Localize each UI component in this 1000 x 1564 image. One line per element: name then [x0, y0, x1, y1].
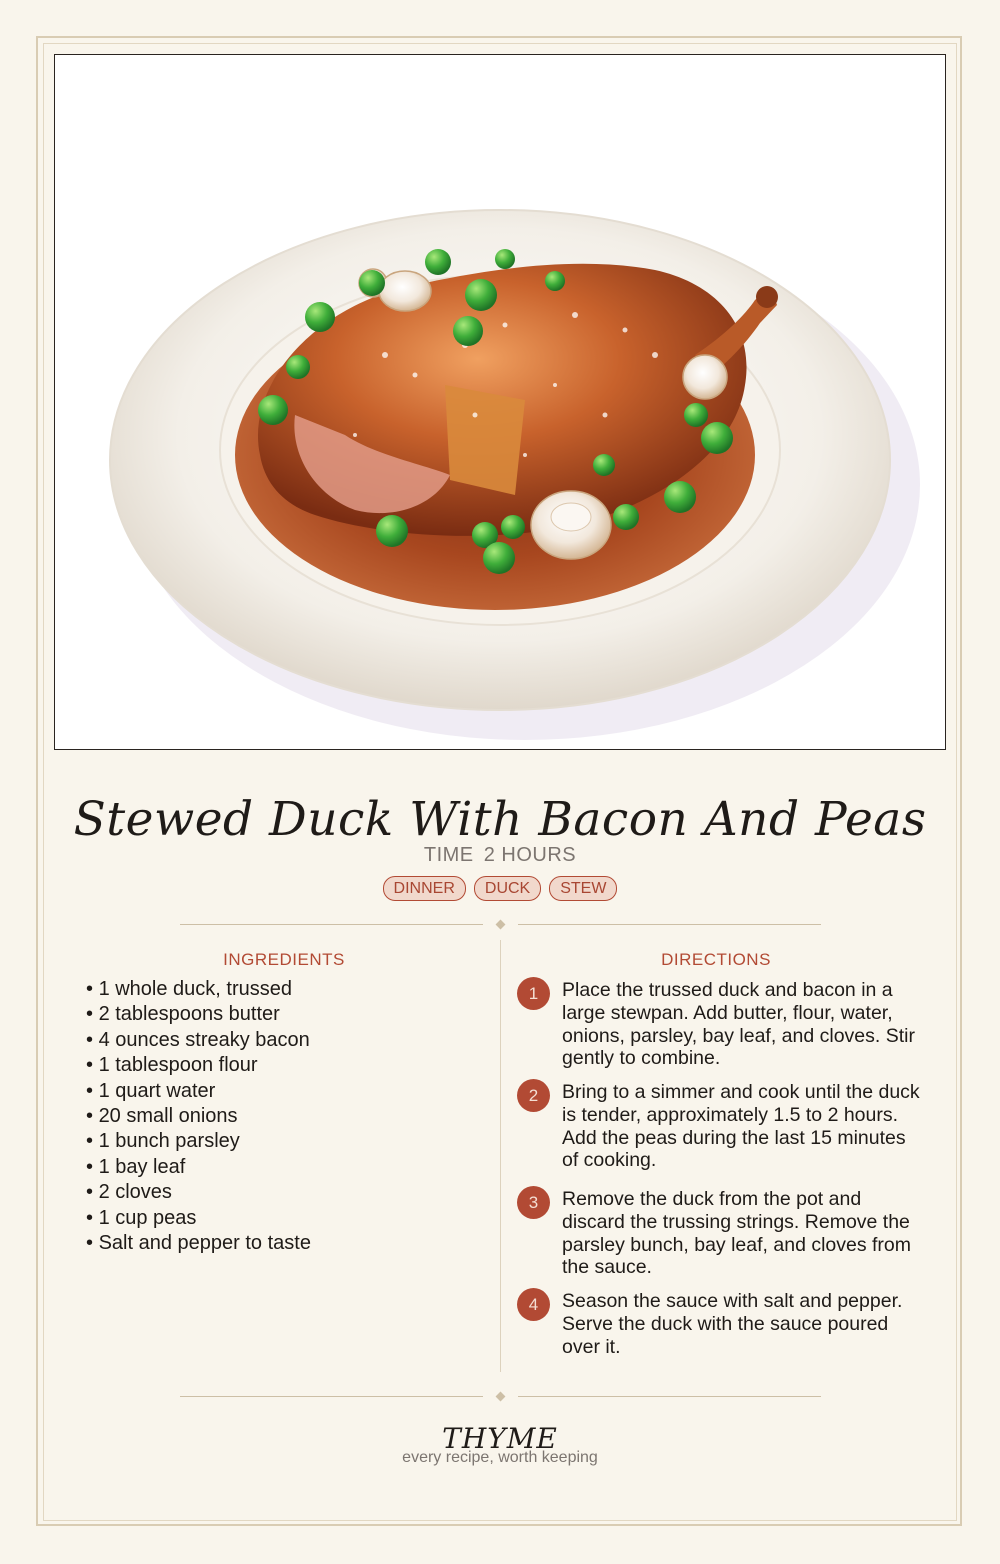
ingredient-item: • 1 tablespoon flour: [86, 1053, 486, 1078]
step-number-badge: 2: [517, 1079, 550, 1112]
step-number-badge: 4: [517, 1288, 550, 1321]
brand-tagline: every recipe, worth keeping: [402, 1449, 598, 1466]
tag-duck[interactable]: DUCK: [474, 876, 541, 901]
duck-illustration: [55, 55, 946, 750]
directions-heading: DIRECTIONS: [661, 950, 771, 969]
divider-top-right: [518, 924, 821, 925]
ingredients-list: [86, 977, 486, 1256]
step-text: Season the sauce with salt and pepper. Serve the duck with the sauce poured over it.: [562, 1290, 903, 1358]
cook-time: [0, 844, 1000, 867]
step-text: Bring to a simmer and cook until the duck is tender, approximately 1.5 to 2 hours. Add the peas during the last 15 minutes of cooking.: [562, 1081, 920, 1172]
ingredient-item: • 20 small onions: [86, 1104, 486, 1129]
recipe-image: [54, 54, 946, 750]
ingredients-heading: INGREDIENTS: [223, 950, 345, 969]
brand-logo: THYME: [442, 1422, 558, 1455]
ingredient-item: • 1 quart water: [86, 1079, 486, 1104]
ingredient-item: • 4 ounces streaky bacon: [86, 1028, 486, 1053]
divider-bottom-left: [180, 1396, 483, 1397]
ingredient-item: • Salt and pepper to taste: [86, 1231, 486, 1256]
ingredient-item: • 1 bay leaf: [86, 1155, 486, 1180]
ingredient-item: • 1 bunch parsley: [86, 1129, 486, 1154]
step-text: Remove the duck from the pot and discard the trussing strings. Remove the parsley bunch, bay leaf, and cloves from the sauce.: [562, 1188, 912, 1279]
cook-time-label: TIME: [423, 844, 474, 866]
column-divider: [500, 940, 501, 1372]
tag-list: [0, 876, 1000, 901]
ingredient-item: • 1 cup peas: [86, 1206, 486, 1231]
step-number-badge: 1: [517, 977, 550, 1010]
divider-bottom-right: [518, 1396, 821, 1397]
tag-stew[interactable]: STEW: [549, 876, 617, 901]
divider-top-left: [180, 924, 483, 925]
recipe-title: Stewed Duck With Bacon And Peas: [73, 792, 927, 847]
ingredient-item: • 2 tablespoons butter: [86, 1002, 486, 1027]
tag-dinner[interactable]: DINNER: [383, 876, 466, 901]
step-number-badge: 3: [517, 1186, 550, 1219]
step-text: Place the trussed duck and bacon in a large stewpan. Add butter, flour, water, onions, parsley, bay leaf, and cloves. Stir gently to combine.: [562, 979, 915, 1070]
cook-time-value: 2 HOURS: [483, 844, 577, 866]
ingredient-item: • 1 whole duck, trussed: [86, 977, 486, 1002]
ingredient-item: • 2 cloves: [86, 1180, 486, 1205]
